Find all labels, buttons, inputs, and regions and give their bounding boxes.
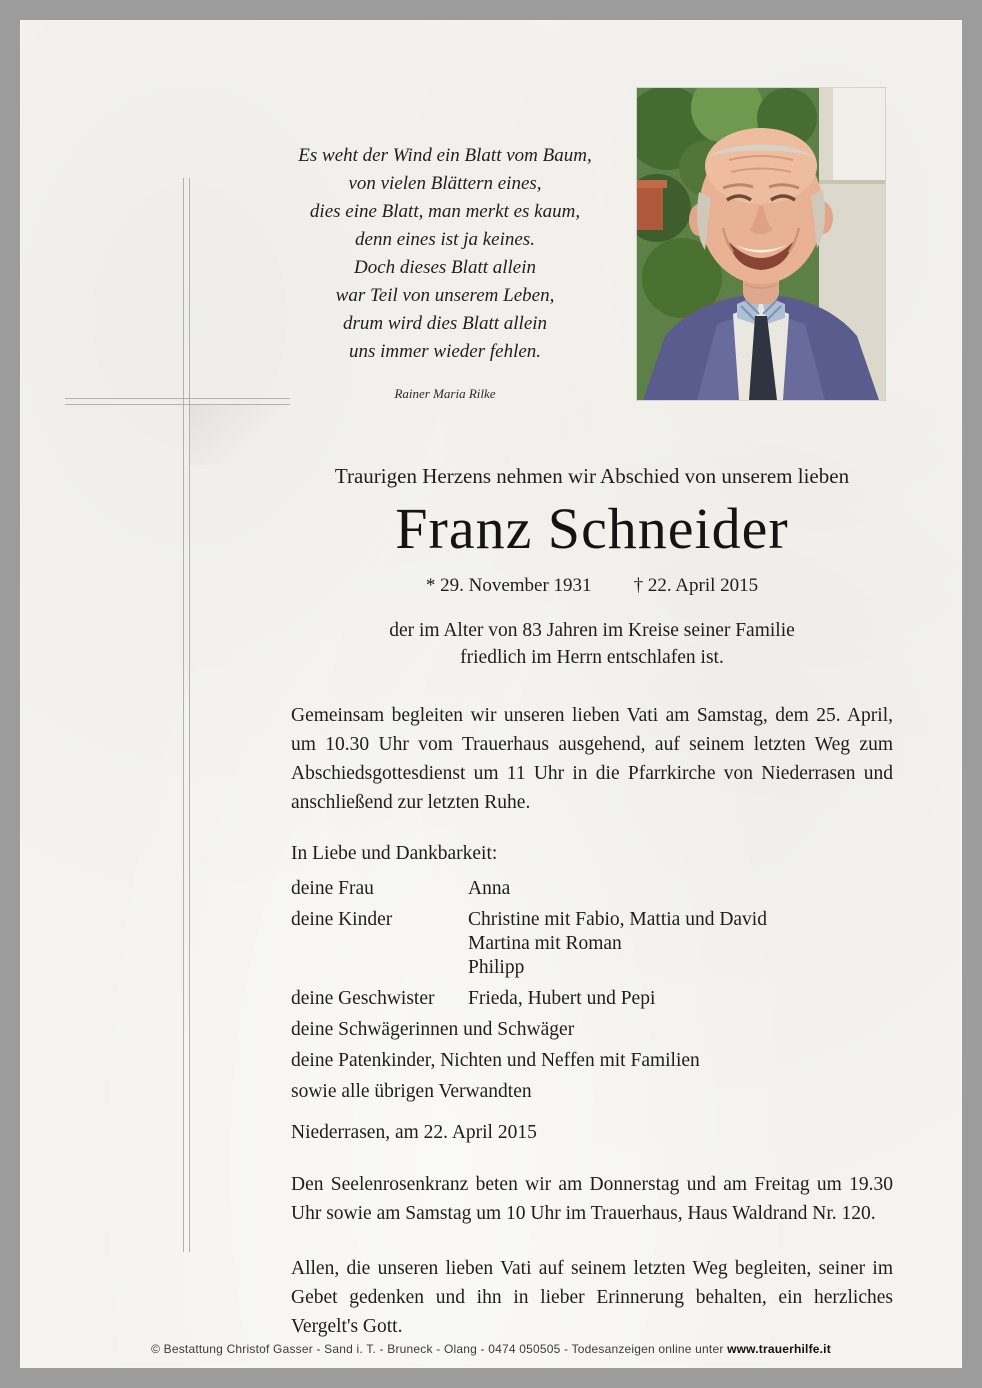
relation-name: Anna: [468, 877, 511, 899]
cross-icon: [65, 398, 290, 399]
announcement-body: [291, 464, 893, 1367]
cross-icon: [183, 178, 184, 1252]
relation-name: Philipp: [468, 956, 525, 978]
poem-line: uns immer wieder fehlen.: [348, 341, 542, 362]
gratitude-heading: In Liebe und Dankbarkeit:: [291, 842, 498, 864]
footer-website: www.trauerhilfe.it: [727, 1342, 831, 1356]
poem-line: denn eines ist ja keines.: [355, 229, 535, 250]
memorial-card: [20, 20, 962, 1368]
poem-line: Doch dieses Blatt allein: [353, 257, 537, 278]
relation-label: sowie alle übrigen Verwandten: [291, 1080, 532, 1102]
poem-author: Rainer Maria Rilke: [394, 386, 496, 401]
relation-name: Martina mit Roman: [468, 932, 622, 954]
poem-line: war Teil von unserem Leben,: [335, 285, 555, 306]
portrait-photo: [637, 88, 885, 400]
relation-label: deine Kinder: [291, 908, 393, 930]
rosary-paragraph: Den Seelenrosenkranz beten wir am Donnerstag und am Freitag um 19.30 Uhr sowie am Samstag um 10 Uhr im Trauerhaus, Haus Waldrand Nr. 120.: [291, 1173, 893, 1224]
poem-line: Es weht der Wind ein Blatt vom Baum,: [298, 145, 592, 166]
relation-names: [468, 908, 893, 980]
thanks-paragraph: Allen, die unseren lieben Vati auf seinem letzten Weg begleiten, seiner im Gebet gedenken und ihn in lieber Erinnerung behalten, ein herzliches Vergelt's Gott.: [291, 1257, 893, 1337]
birth-date: * 29. November 1931: [425, 574, 592, 596]
life-dates: [291, 575, 893, 597]
place-date-line: Niederrasen, am 22. April 2015: [291, 1121, 537, 1143]
footer-text: © Bestattung Christof Gasser - Sand i. T. - Bruneck - Olang - 0474 050505 - Todesanzeigen online unter: [151, 1342, 728, 1356]
passing-line: friedlich im Herrn entschlafen ist.: [460, 646, 724, 668]
cross-icon: [189, 178, 190, 1252]
poem-line: von vielen Blättern eines,: [348, 173, 542, 194]
relation-row: [291, 1018, 893, 1042]
relation-label: deine Geschwister: [291, 987, 435, 1009]
relation-name: Christine mit Fabio, Mattia und David: [468, 908, 767, 930]
relation-row: [291, 1049, 893, 1073]
passing-line: der im Alter von 83 Jahren im Kreise seiner Familie: [389, 619, 795, 641]
death-date: † 22. April 2015: [633, 574, 759, 596]
relation-names: [468, 877, 893, 901]
poem-line: drum wird dies Blatt allein: [342, 313, 548, 334]
relation-row: [291, 908, 893, 980]
cross-shading: [190, 405, 280, 465]
relation-label: deine Patenkinder, Nichten und Neffen mit Familien: [291, 1049, 700, 1071]
poem-line: dies eine Blatt, man merkt es kaum,: [309, 201, 581, 222]
relation-row: [291, 1080, 893, 1104]
deceased-name: Franz Schneider: [395, 496, 789, 561]
relation-name: Frieda, Hubert und Pepi: [468, 987, 656, 1009]
funeral-paragraph: Gemeinsam begleiten wir unseren lieben Vati am Samstag, dem 25. April, um 10.30 Uhr vom Trauerhaus ausgehend, auf seinem letzten Weg zum Abschiedsgottesdienst um 11 Uhr in die Pfarrkirche von Niederrasen und anschließend zur letzten Ruhe.: [291, 704, 893, 813]
relation-label: deine Frau: [291, 877, 374, 899]
footer: [20, 1342, 962, 1356]
passing-text: [291, 617, 893, 671]
relation-names: [468, 987, 893, 1011]
announcement-intro: Traurigen Herzens nehmen wir Abschied von unserem lieben: [334, 464, 850, 488]
relation-row: [291, 987, 893, 1011]
relation-row: [291, 877, 893, 901]
poem: [260, 142, 630, 408]
relation-label: deine Schwägerinnen und Schwäger: [291, 1018, 575, 1040]
